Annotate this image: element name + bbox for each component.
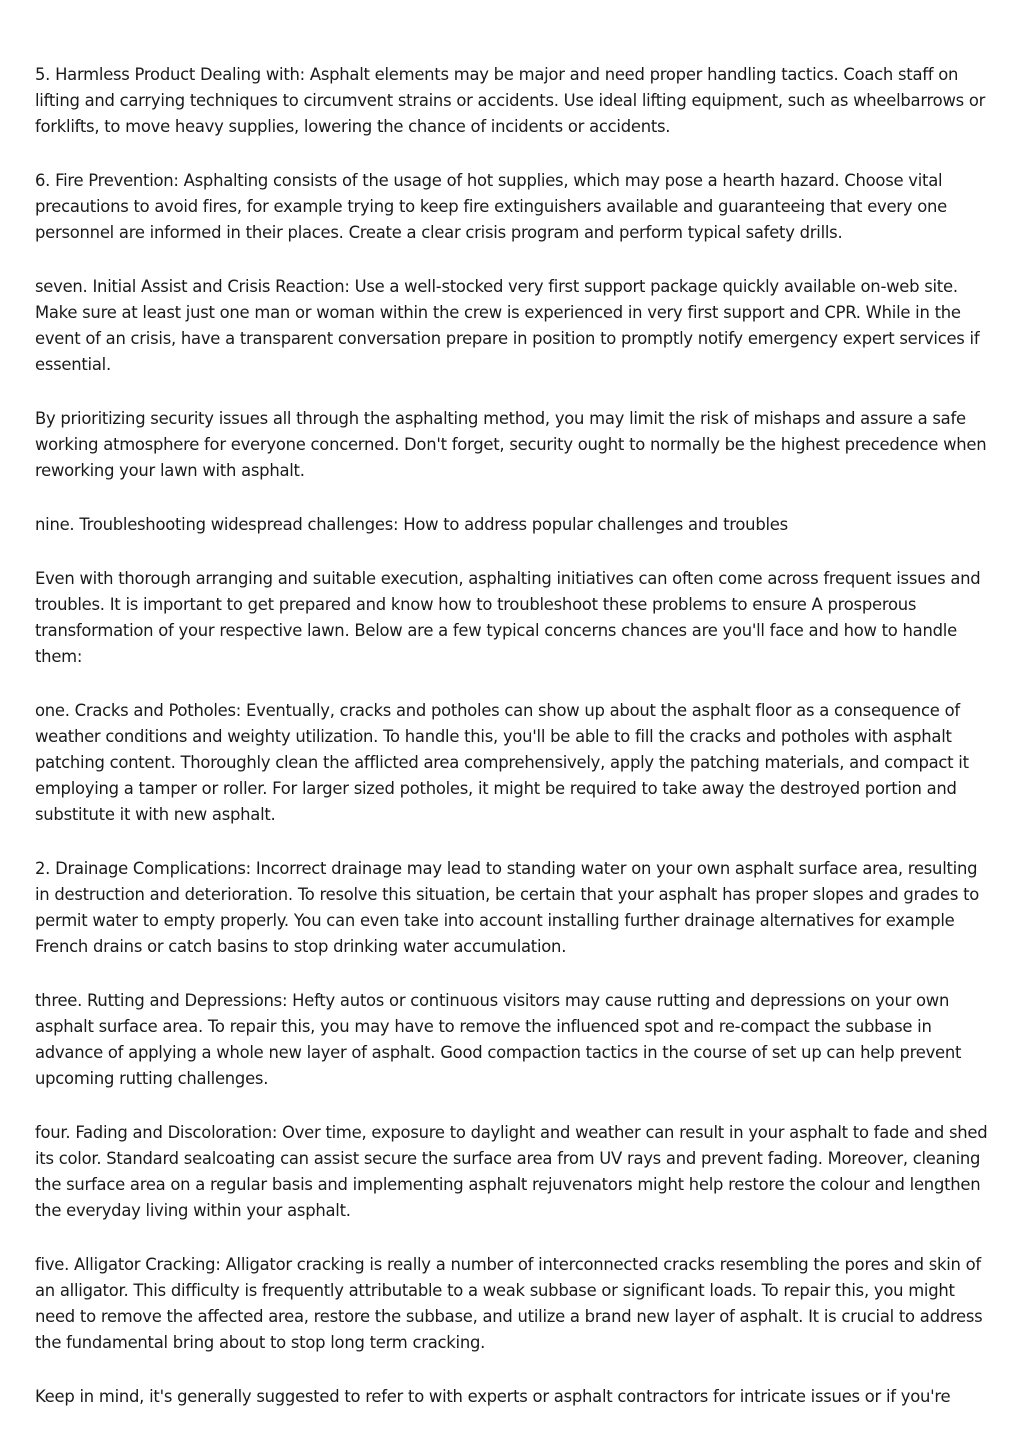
paragraph-alligator-cracking: five. Alligator Cracking: Alligator cracking is really a number of interconnected cracks resembling the pores and skin of an alligator. This difficulty is frequently attributable to a weak subbase or significant loads. To repair this, you might need to remove the affected area, restore the subbase, and utilize a brand new layer of asphalt. It is crucial to address the fundamental bring about to stop long term cracking.	[35, 1255, 983, 1352]
paragraph-rutting: three. Rutting and Depressions: Hefty autos or continuous visitors may cause rutting and depressions on your own asphalt surface area. To repair this, you may have to remove the influenced spot and re-compact the subbase in advance of applying a whole new layer of asphalt. Good compaction tactics in the course of set up can help prevent upcoming rutting challenges.	[35, 991, 962, 1088]
paragraph-troubleshooting-intro: Even with thorough arranging and suitable execution, asphalting initiatives can often come across frequent issues and troubles. It is important to get prepared and know how to troubleshoot these problems to ensure A prosperous transformation of your respective lawn. Below are a few typical concerns chances are you'll face and how to handle them:	[35, 569, 981, 666]
paragraph-closing: Keep in mind, it's generally suggested to refer to with experts or asphalt contractors for intricate issues or if you're	[35, 1387, 951, 1406]
paragraph-drainage: 2. Drainage Complications: Incorrect drainage may lead to standing water on your own asphalt surface area, resulting in destruction and deterioration. To resolve this situation, be certain that your asphalt has proper slopes and grades to permit water to empty properly. You can even take into account installing further drainage alternatives for example French drains or catch basins to stop drinking water accumulation.	[35, 859, 980, 956]
paragraph-troubleshooting-heading: nine. Troubleshooting widespread challenges: How to address popular challenges and troubles	[35, 515, 788, 534]
paragraph-fading: four. Fading and Discoloration: Over time, exposure to daylight and weather can result in your asphalt to fade and shed its color. Standard sealcoating can assist secure the surface area from UV rays and prevent fading. Moreover, cleaning the surface area on a regular basis and implementing asphalt rejuvenators might help restore the colour and lengthen the everyday living within your asphalt.	[35, 1123, 988, 1220]
paragraph-first-aid: seven. Initial Assist and Crisis Reaction: Use a well-stocked very first support package quickly available on-web site. Make sure at least just one man or woman within the crew is experienced in very first support and CPR. While in the event of an crisis, have a transparent conversation prepare in position to promptly notify emergency expert services if essential.	[35, 277, 980, 374]
paragraph-fire-prevention: 6. Fire Prevention: Asphalting consists of the usage of hot supplies, which may pose a hearth hazard. Choose vital precautions to avoid fires, for example trying to keep fire extinguishers available and guaranteeing that every one personnel are informed in their places. Create a clear crisis program and perform typical safety drills.	[35, 171, 947, 242]
paragraph-safe-material-handling: 5. Harmless Product Dealing with: Asphalt elements may be major and need proper handling tactics. Coach staff on lifting and carrying techniques to circumvent strains or accidents. Use ideal lifting equipment, such as wheelbarrows or forklifts, to move heavy supplies, lowering the chance of incidents or accidents.	[35, 65, 986, 136]
document-body	[35, 62, 995, 1438]
paragraph-cracks-potholes: one. Cracks and Potholes: Eventually, cracks and potholes can show up about the asphalt floor as a consequence of weather conditions and weighty utilization. To handle this, you'll be able to fill the cracks and potholes with asphalt patching content. Thoroughly clean the afflicted area comprehensively, apply the patching materials, and compact it employing a tamper or roller. For larger sized potholes, it might be required to take away the destroyed portion and substitute it with new asphalt.	[35, 701, 969, 824]
paragraph-safety-summary: By prioritizing security issues all through the asphalting method, you may limit the risk of mishaps and assure a safe working atmosphere for everyone concerned. Don't forget, security ought to normally be the highest precedence when reworking your lawn with asphalt.	[35, 409, 987, 480]
